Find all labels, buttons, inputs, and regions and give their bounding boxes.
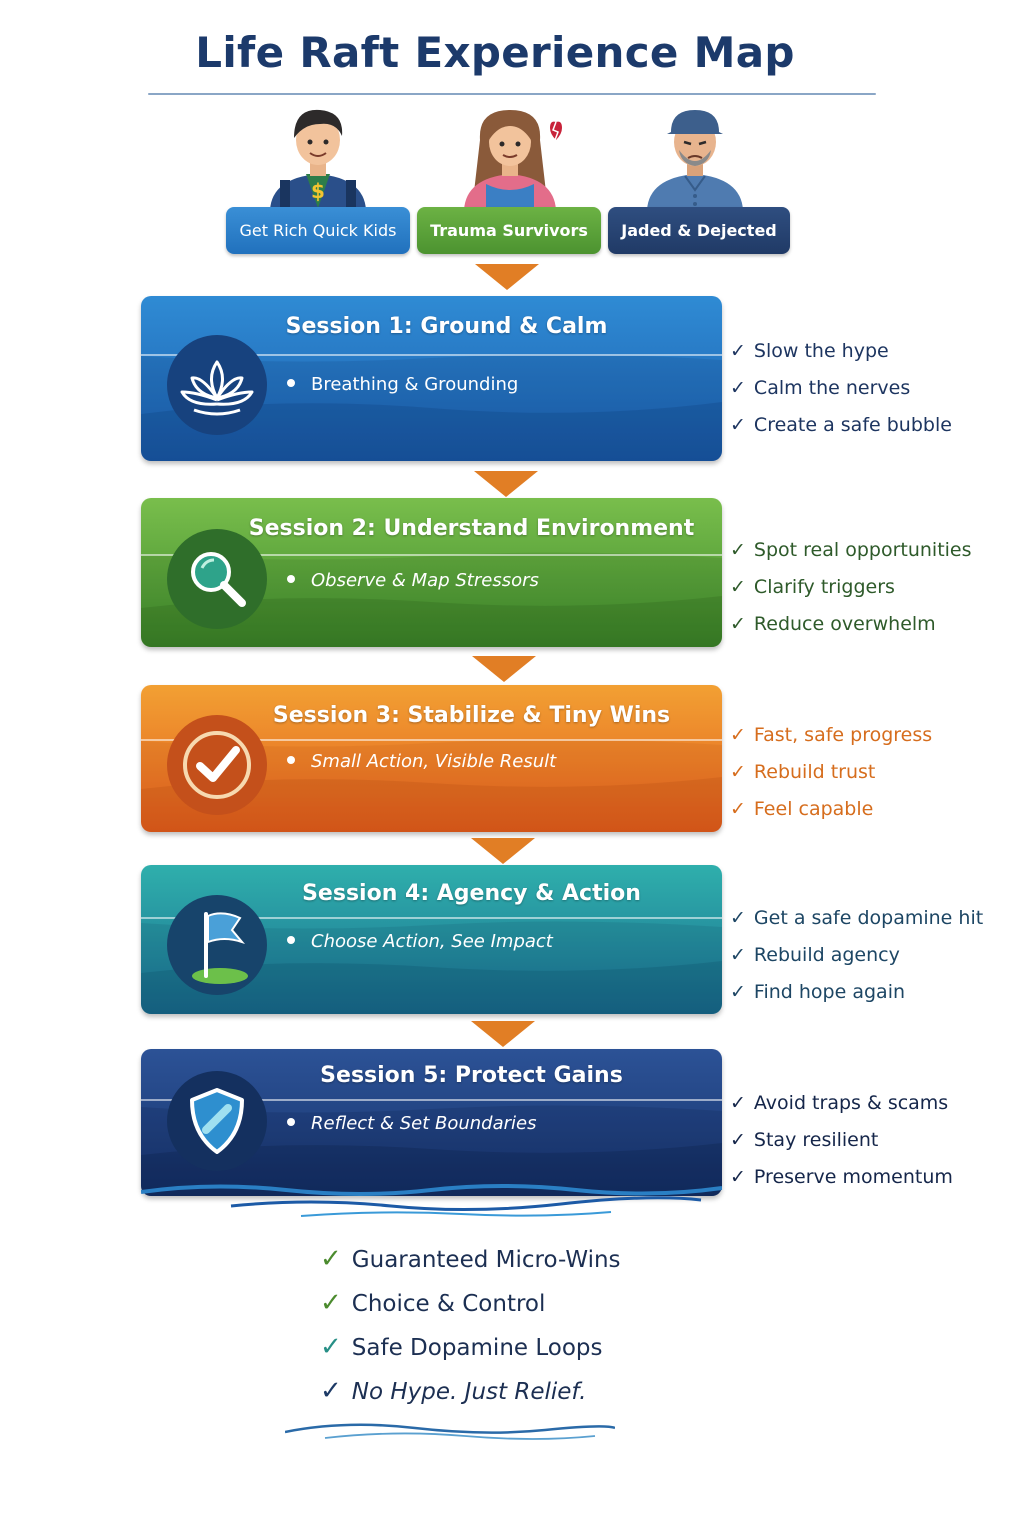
flag-icon [166, 894, 268, 996]
outcome-item: ✓ Reduce overwhelm [730, 613, 936, 635]
outcome-item: ✓ Calm the nerves [730, 377, 911, 399]
session-3-outcomes [730, 717, 932, 828]
outcome-item: ✓ Clarify triggers [730, 576, 895, 598]
jaded-avatar-icon [635, 100, 755, 210]
outcome-item: ✓ Create a safe bubble [730, 414, 952, 436]
promise-item: ✓ No Hype. Just Relief. [320, 1376, 587, 1406]
session-2-card [141, 498, 722, 647]
persona-badge-rich-kids: Get Rich Quick Kids [226, 207, 410, 254]
flow-arrow [471, 1021, 535, 1047]
outcome-item: ✓ Get a safe dopamine hit [730, 907, 984, 929]
outcome-item: ✓ Find hope again [730, 981, 906, 1003]
outcome-item: ✓ Preserve momentum [730, 1166, 953, 1188]
bottom-wave-decoration [285, 1418, 615, 1442]
session-2-outcomes [730, 532, 972, 643]
outcome-item: ✓ Avoid traps & scams [730, 1092, 949, 1114]
promise-item: ✓ Safe Dopamine Loops [320, 1332, 603, 1362]
session-1-card [141, 296, 722, 461]
session-activity: Choose Action, See Impact [287, 931, 553, 952]
session-4-outcomes [730, 900, 983, 1011]
session-activity: Breathing & Grounding [287, 374, 518, 395]
session-1-outcomes [730, 333, 952, 444]
outcome-item: ✓ Stay resilient [730, 1129, 879, 1151]
persona-badge-jaded: Jaded & Dejected [608, 207, 790, 254]
session-title: Session 3: Stabilize & Tiny Wins [272, 703, 671, 728]
rich-kid-avatar-icon [258, 100, 378, 210]
session-title: Session 2: Understand Environment [248, 516, 695, 541]
title-divider [148, 93, 876, 95]
session-title: Session 4: Agency & Action [302, 881, 641, 906]
session-3-card [141, 685, 722, 832]
survivor-avatar-icon [450, 100, 570, 210]
outcome-item: ✓ Rebuild trust [730, 761, 876, 783]
shield-icon [166, 1070, 268, 1172]
lotus-icon [166, 334, 268, 436]
promise-item: ✓ Choice & Control [320, 1288, 546, 1318]
persona-badge-trauma-survivors: Trauma Survivors [417, 207, 601, 254]
flow-arrow [474, 471, 538, 497]
session-5-outcomes [730, 1085, 953, 1196]
outcome-item: ✓ Feel capable [730, 798, 874, 820]
outcome-item: ✓ Fast, safe progress [730, 724, 933, 746]
flow-arrow [472, 656, 536, 682]
outcome-item: ✓ Slow the hype [730, 340, 889, 362]
session-activity: Small Action, Visible Result [287, 751, 556, 772]
promise-item: ✓ Guaranteed Micro-Wins [320, 1244, 621, 1274]
svg-text:$: $ [311, 179, 325, 203]
session-title: Session 5: Protect Gains [320, 1063, 623, 1088]
promises-list [320, 1238, 621, 1414]
page-title: Life Raft Experience Map [195, 28, 795, 77]
session-title: Session 1: Ground & Calm [285, 314, 608, 339]
outcome-item: ✓ Spot real opportunities [730, 539, 972, 561]
session-activity: Reflect & Set Boundaries [287, 1113, 536, 1134]
flow-arrow [471, 838, 535, 864]
session-5-card [141, 1049, 722, 1196]
session-4-card [141, 865, 722, 1014]
flow-arrow [475, 264, 539, 290]
session-activity: Observe & Map Stressors [287, 570, 539, 591]
sea-waves-decoration [141, 1180, 722, 1220]
magnifier-icon [166, 528, 268, 630]
outcome-item: ✓ Rebuild agency [730, 944, 900, 966]
checkmark-icon [166, 714, 268, 816]
